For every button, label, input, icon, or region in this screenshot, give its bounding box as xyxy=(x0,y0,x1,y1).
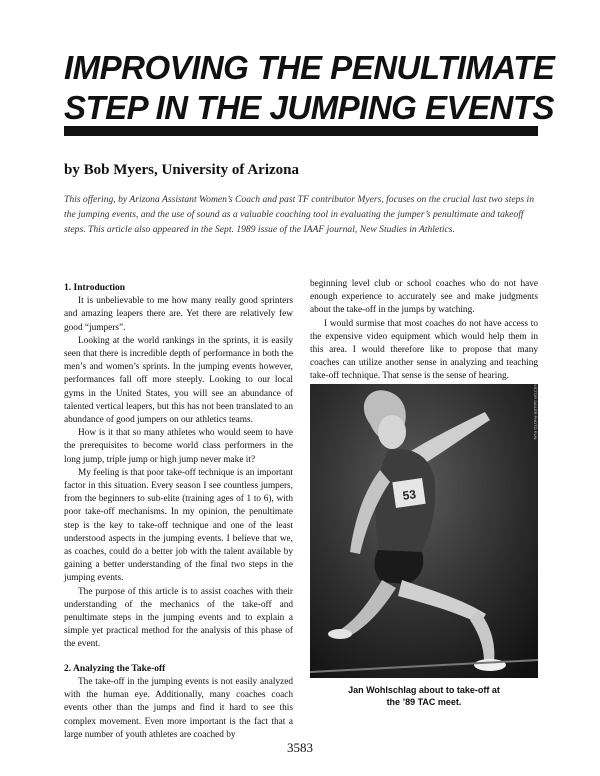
paragraph: The purpose of this article is to assist coaches with their understanding of the mechanics of the take-off and penultimate steps in the jumping events and to explain a simple yet practical method for the analysis of this phase of the event. xyxy=(64,586,293,650)
bib-number: 53 xyxy=(401,487,417,503)
athlete-photo xyxy=(310,384,538,678)
byline: by Bob Myers, University of Arizona xyxy=(64,162,299,178)
paragraph: Looking at the world rankings in the sprints, it is easily seen that there is incredible depth of performance in both the men’s and women’s sprints. In the jumping events however, performances fall off more steeply. Looking to our local gyms in the United States, you will see an abundance of talented vertical leapers, but this has not been translated to an abundance of good jumpers on our athletics teams. xyxy=(64,335,293,426)
section-heading-introduction: 1. Introduction xyxy=(64,283,126,293)
right-column xyxy=(310,278,538,384)
paragraph: The take-off in the jumping events is not easily analyzed with the human eye. Additionally, many coaches coach events other than the jumps and find it hard to see this complex movement. Even more important is the fact that a large number of youth athletes are coached by xyxy=(64,676,293,740)
paragraph: beginning level club or school coaches who do not have enough experience to accurately see and make judgments about the take-off in the jumps by watching. xyxy=(310,279,538,316)
paragraph: My feeling is that poor take-off technique is an important factor in this situation. Every season I see countless jumpers, from the beginners to sub-elite (training ages of 1 to 6), with poor take-off mechanisms. In my opinion, the penultimate step is the key to take-off technique and one of the least understood aspects in the jumping events. I believe that we, as coaches, could do a better job with the talent available by gaining a better understanding of the final two steps in the jumping events. xyxy=(64,467,293,584)
page-number: 3583 xyxy=(287,740,313,755)
caption-line-1: Jan Wohlschlag about to take-off at xyxy=(348,685,500,695)
intro-paragraph: This offering, by Arizona Assistant Women’s Coach and past TF contributor Myers, focuses on the crucial last two steps in the jumping events, and the use of sound as a valuable coaching tool in evaluating the jumper’s penultimate and takeoff steps. This article also appeared in the Sept. 1989 issue of the IAAF journal, New Studies in Athletics. xyxy=(64,194,535,235)
caption-line-2: the ’89 TAC meet. xyxy=(386,697,462,707)
athlete-illustration xyxy=(310,384,538,678)
title-line-2: STEP IN THE JUMPING EVENTS xyxy=(64,89,555,126)
shoe-shape xyxy=(328,629,352,639)
paragraph: It is unbelievable to me how many really good sprinters and amazing leapers there are. Yet there are relatively few good “jumpers”. xyxy=(64,296,293,333)
title-line-1: IMPROVING THE PENULTIMATE xyxy=(64,49,555,86)
paragraph: I would surmise that most coaches do not have access to the expensive video equipment which would help them in this area. I would therefore like to propose that many coaches can utilize another sense in analyzing and teaching take-off technique. That sense is the sense of hearing. xyxy=(310,318,538,382)
photo-credit: VICTOR SAILER PHOTO RUN xyxy=(533,384,538,440)
article-title xyxy=(64,48,555,128)
shoe-shape xyxy=(474,659,506,671)
photo-caption xyxy=(310,684,538,708)
paragraph: How is it that so many athletes who would seem to have the prerequisites to become world class performers in the long jump, triple jump or high jump never make it? xyxy=(64,428,293,465)
section-heading-analyzing: 2. Analyzing the Take-off xyxy=(64,663,166,674)
head-shape xyxy=(378,415,406,449)
title-rule xyxy=(64,126,538,136)
left-column xyxy=(64,282,293,742)
